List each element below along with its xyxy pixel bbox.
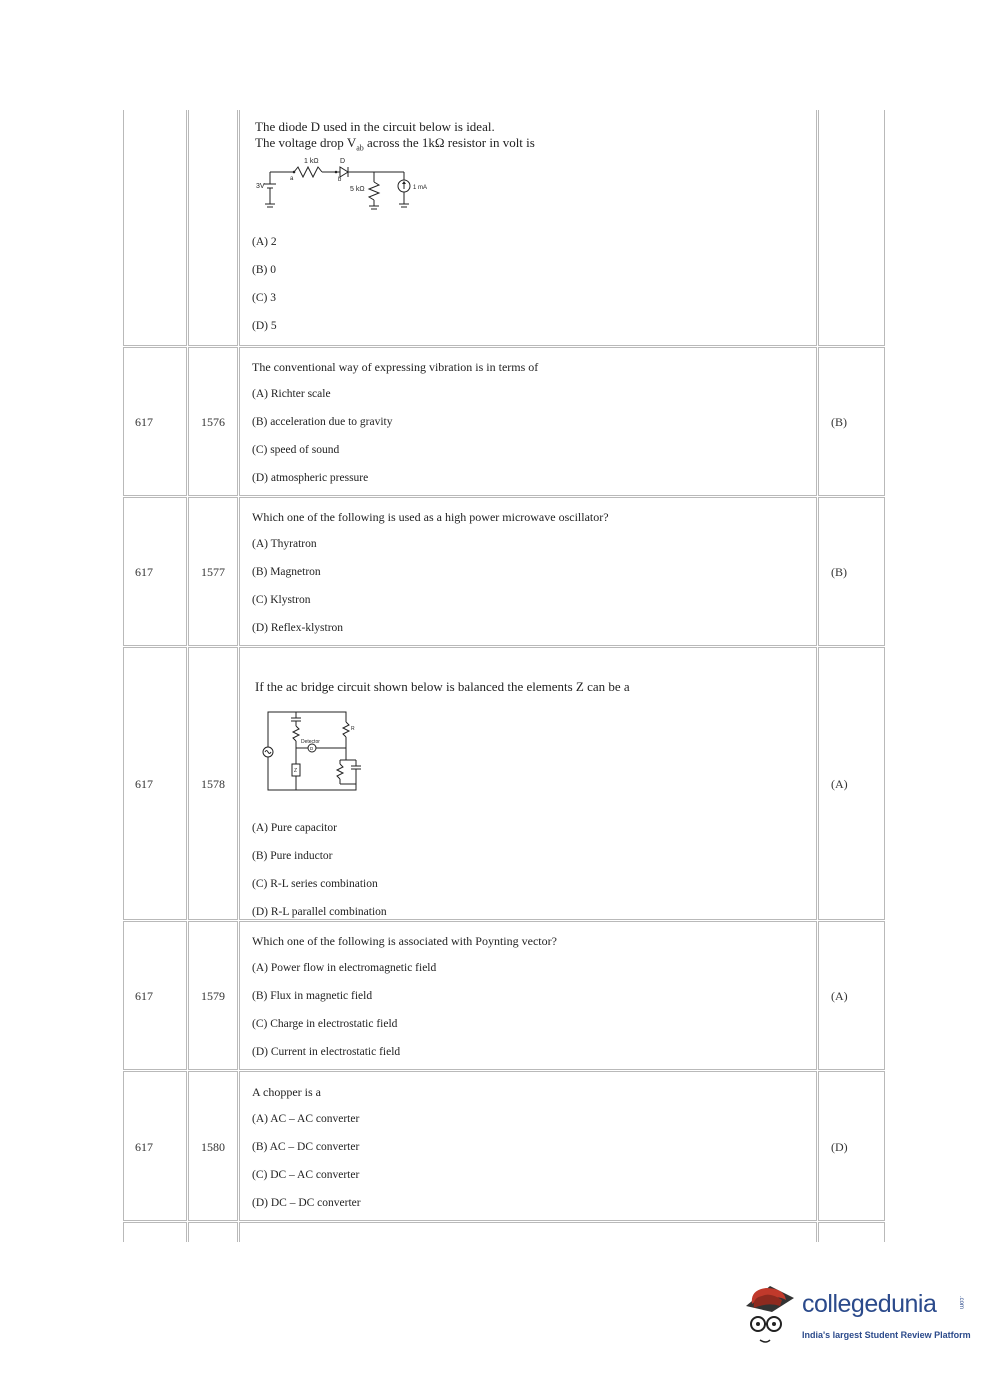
question-cell [239, 110, 817, 346]
svg-text:Z: Z [294, 768, 298, 774]
svg-text:3V: 3V [256, 183, 265, 190]
qno-cell: 1579 [188, 921, 238, 1070]
id-cell: 617 [123, 647, 187, 920]
option-d: (D) Reflex-klystron [252, 622, 344, 634]
option-d: (D) R-L parallel combination [252, 906, 387, 918]
qno-cell [188, 110, 238, 346]
option-b: (B) acceleration due to gravity [252, 416, 393, 428]
svg-text:D: D [340, 158, 346, 165]
answer-cell [818, 110, 885, 346]
table-row [123, 1222, 885, 1242]
answer-cell: (A) [818, 921, 885, 1070]
logo-com: .com [958, 1296, 964, 1310]
diode-circuit-figure [254, 154, 454, 216]
table-row [123, 110, 885, 346]
svg-text:1 mA: 1 mA [413, 185, 428, 191]
option-d: (D) 5 [252, 320, 277, 332]
option-a: (A) 2 [252, 236, 277, 248]
option-a: (A) Thyratron [252, 538, 317, 550]
table-row [123, 1071, 885, 1221]
answer-cell: (A) [818, 647, 885, 920]
ac-bridge-figure [256, 702, 366, 800]
question-text: Which one of the following is used as a high power microwave oscillator? [252, 510, 609, 524]
id-cell: 617 [123, 497, 187, 646]
id-cell [123, 110, 187, 346]
table-row [123, 347, 885, 496]
qno-cell: 1577 [188, 497, 238, 646]
table-row [123, 497, 885, 646]
svg-text:Detector: Detector [301, 739, 320, 745]
svg-text:R: R [351, 726, 355, 732]
qno-cell [188, 1222, 238, 1242]
option-c: (C) Charge in electrostatic field [252, 1018, 398, 1030]
mascot-icon [740, 1282, 802, 1352]
svg-text:b: b [338, 177, 342, 183]
option-a: (A) Richter scale [252, 388, 331, 400]
svg-text:a: a [290, 176, 294, 182]
option-c: (C) Klystron [252, 594, 311, 606]
option-a: (A) Pure capacitor [252, 822, 337, 834]
option-b: (B) 0 [252, 264, 276, 276]
option-d: (D) atmospheric pressure [252, 472, 369, 484]
option-b: (B) Flux in magnetic field [252, 990, 373, 1002]
question-cell [239, 497, 817, 646]
id-cell [123, 1222, 187, 1242]
qno-cell: 1578 [188, 647, 238, 920]
option-c: (C) DC – AC converter [252, 1169, 360, 1181]
question-text: The conventional way of expressing vibration is in terms of [252, 360, 539, 374]
id-cell: 617 [123, 921, 187, 1070]
option-a: (A) AC – AC converter [252, 1113, 360, 1125]
answer-cell: (B) [818, 347, 885, 496]
collegedunia-logo[interactable] [740, 1282, 970, 1357]
question-cell [239, 347, 817, 496]
question-text: The diode D used in the circuit below is ideal. [255, 119, 495, 134]
answer-cell [818, 1222, 885, 1242]
table-row [123, 647, 885, 920]
question-cell [239, 647, 817, 920]
option-b: (B) Pure inductor [252, 850, 333, 862]
question-text: A chopper is a [252, 1085, 321, 1099]
question-cell [239, 921, 817, 1070]
svg-text:5 kΩ: 5 kΩ [350, 186, 365, 193]
option-c: (C) R-L series combination [252, 878, 378, 890]
answer-cell: (B) [818, 497, 885, 646]
id-cell: 617 [123, 1071, 187, 1221]
answer-cell: (D) [818, 1071, 885, 1221]
question-text-line2: The voltage drop $V_{ab}$ across the 1kΩ resistor in volt is [255, 135, 535, 153]
option-b: (B) Magnetron [252, 566, 321, 578]
table-row [123, 921, 885, 1070]
svg-text:1 kΩ: 1 kΩ [304, 158, 319, 165]
question-text: Which one of the following is associated with Poynting vector? [252, 934, 557, 948]
qno-cell: 1580 [188, 1071, 238, 1221]
option-c: (C) 3 [252, 292, 276, 304]
logo-tagline: India's largest Student Review Platform [802, 1330, 971, 1340]
question-cell [239, 1222, 817, 1242]
question-cell [239, 1071, 817, 1221]
qno-cell: 1576 [188, 347, 238, 496]
option-d: (D) DC – DC converter [252, 1197, 361, 1209]
id-cell: 617 [123, 347, 187, 496]
option-c: (C) speed of sound [252, 444, 340, 456]
option-d: (D) Current in electrostatic field [252, 1046, 401, 1058]
option-a: (A) Power flow in electromagnetic field [252, 962, 437, 974]
logo-name: collegedunia [802, 1290, 937, 1318]
svg-text:D: D [310, 746, 314, 751]
option-b: (B) AC – DC converter [252, 1141, 360, 1153]
question-text: If the ac bridge circuit shown below is balanced the elements Z can be a [255, 679, 630, 694]
